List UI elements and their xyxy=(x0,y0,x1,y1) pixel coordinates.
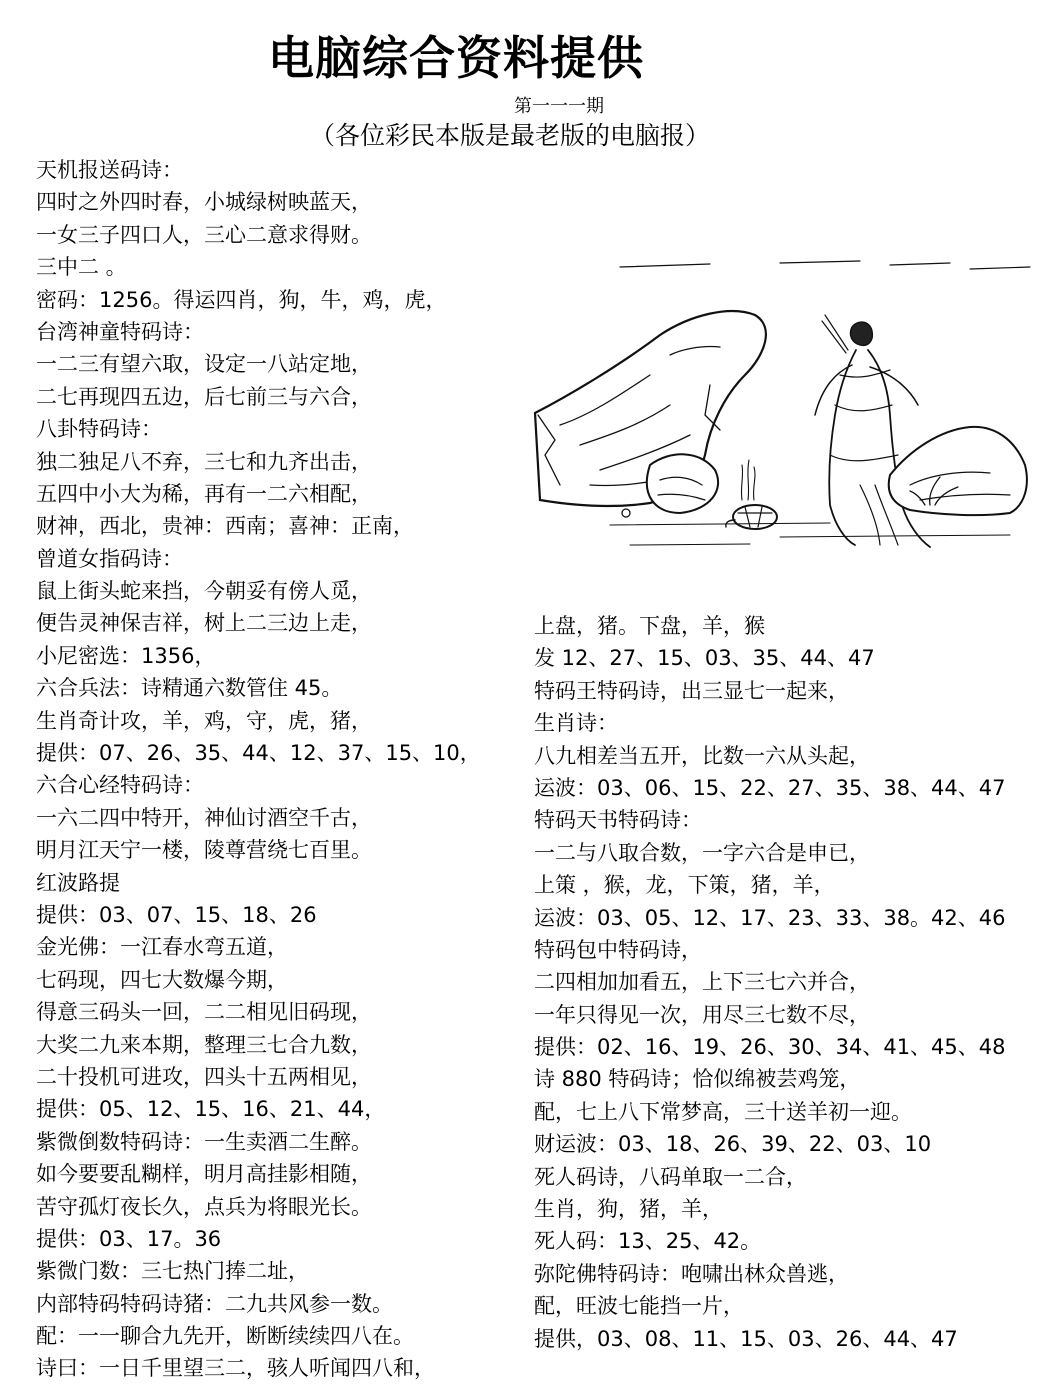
page-subtitle: （各位彩民本版是最老版的电脑报） xyxy=(310,121,711,150)
left-column-line: 三中二 。 xyxy=(36,255,127,280)
left-column-line: 独二独足八不弃，三七和九齐出击， xyxy=(36,449,372,474)
left-column-line: 诗曰：一日千里望三二，骇人听闻四八和， xyxy=(36,1356,435,1381)
left-column-line: 提供：03、17。36 xyxy=(36,1226,222,1251)
right-column-line: 上策 ，猴，龙，下策，猪，羊， xyxy=(534,873,835,898)
right-column-line: 生肖诗： xyxy=(534,711,618,736)
left-column-line: 一二三有望六取，设定一八站定地， xyxy=(36,352,372,377)
right-column-line: 特码王特码诗，出三显七一起来， xyxy=(534,678,849,703)
left-column-line: 金光佛：一江春水弯五道， xyxy=(36,935,288,960)
issue-number: 第一一一期 xyxy=(514,96,604,117)
left-column-line: 天机报送码诗： xyxy=(36,158,183,182)
left-column-line: 得意三码头一回，二二相见旧码现， xyxy=(36,1000,372,1025)
right-column-line: 诗 880 特码诗；恰似绵被芸鸡笼， xyxy=(534,1067,861,1092)
right-column-line: 上盘，猪。下盘，羊，猴 xyxy=(534,614,765,638)
left-column-line: 七码现，四七大数爆今期， xyxy=(36,967,288,992)
right-column-line: 死人码诗，八码单取一二合， xyxy=(534,1164,807,1189)
left-column-line: 明月江天宁一楼，陵尊营绕七百里。 xyxy=(36,838,372,863)
left-column-line: 四时之外四时春，小城绿树映蓝天， xyxy=(36,190,372,215)
right-column-line: 弥陀佛特码诗：咆啸出林众兽逃， xyxy=(534,1261,849,1286)
left-column-line: 鼠上街头蛇来挡，今朝妥有傍人觅， xyxy=(36,579,372,604)
left-column-line: 提供：05、12、15、16、21、44， xyxy=(36,1097,386,1122)
left-column-line: 提供：07、26、35、44、12、37、15、10， xyxy=(36,741,481,766)
right-column-line: 财运波：03、18、26、39、22、03、10 xyxy=(534,1132,932,1157)
right-column-line: 八九相差当五开，比数一六从头起， xyxy=(534,743,870,768)
left-column-line: 大奖二九来本期，整理三七合九数， xyxy=(36,1032,372,1057)
right-column-line: 配，七上八下常梦高，三十送羊初一迎。 xyxy=(534,1099,912,1124)
right-column-line: 配，旺波七能挡一片， xyxy=(534,1294,744,1319)
left-column-line: 六合兵法：诗精通六数管住 45。 xyxy=(36,676,343,701)
right-column-line: 二四相加加看五，上下三七六并合， xyxy=(534,970,870,995)
left-column-line: 配：一一聊合九先开，断断续续四八在。 xyxy=(36,1324,414,1349)
right-column-line: 一二与八取合数，一字六合是申已， xyxy=(534,840,870,865)
right-column-line: 死人码：13、25、42。 xyxy=(534,1229,762,1254)
right-column-line: 发 12、27、15、03、35、44、47 xyxy=(534,646,875,671)
right-column-line: 提供：02、16、19、26、30、34、41、45、48 xyxy=(534,1035,1006,1060)
right-column-line: 运波：03、06、15、22、27、35、38、44、47 xyxy=(534,775,1006,800)
left-column-line: 台湾神童特码诗： xyxy=(36,319,204,344)
left-column-line: 密码：1256。得运四肖，狗，牛，鸡，虎， xyxy=(36,287,447,312)
left-column-line: 生肖奇计攻，羊，鸡，守，虎，猪， xyxy=(36,708,372,733)
left-column-line: 二七再现四五边，后七前三与六合， xyxy=(36,384,372,409)
left-column-line: 红波路提 xyxy=(36,870,120,895)
ink-illustration-lady-and-rocks xyxy=(530,255,1042,585)
left-column-line: 八卦特码诗： xyxy=(36,417,162,442)
right-column-line: 特码包中特码诗， xyxy=(534,937,702,962)
left-column-line: 内部特码特码诗猪：二九共风参一数。 xyxy=(36,1291,393,1316)
right-column-line: 生肖，狗，猪，羊， xyxy=(534,1197,723,1222)
left-column-line: 五四中小大为稀，再有一二六相配， xyxy=(36,481,372,506)
left-column-line: 提供：03、07、15、18、26 xyxy=(36,902,317,927)
right-column xyxy=(534,610,1006,1355)
left-column-line: 如今要要乱糊样，明月高挂影相随， xyxy=(36,1162,372,1187)
left-column-line: 紫微倒数特码诗：一生卖酒二生醉。 xyxy=(36,1129,372,1154)
right-column-line: 一年只得见一次，用尽三七数不尽， xyxy=(534,1002,870,1027)
left-column-line: 曾道女指码诗： xyxy=(36,546,183,571)
left-column xyxy=(36,154,481,1385)
left-column-line: 一六二四中特开，神仙讨酒空千古， xyxy=(36,805,372,830)
left-column-line: 便告灵神保吉祥，树上二三边上走， xyxy=(36,611,372,636)
left-column-line: 小尼密选：1356， xyxy=(36,643,216,668)
left-column-line: 紫微门数：三七热门捧二址， xyxy=(36,1259,309,1284)
left-column-line: 六合心经特码诗： xyxy=(36,773,204,798)
right-column-line: 运波：03、05、12、17、23、33、38。42、46 xyxy=(534,905,1006,930)
left-column-line: 苦守孤灯夜长久，点兵为将眼光长。 xyxy=(36,1194,372,1219)
left-column-line: 二十投机可进攻，四头十五两相见， xyxy=(36,1064,372,1089)
left-column-line: 财神，西北，贵神：西南；喜神：正南， xyxy=(36,514,414,539)
left-column-line: 一女三子四口人，三心二意求得财。 xyxy=(36,222,372,247)
right-column-line: 特码天书特码诗： xyxy=(534,808,702,833)
page-title: 电脑综合资料提供 xyxy=(268,31,644,85)
right-column-line: 提供，03、08、11、15、03、26、44、47 xyxy=(534,1326,958,1351)
